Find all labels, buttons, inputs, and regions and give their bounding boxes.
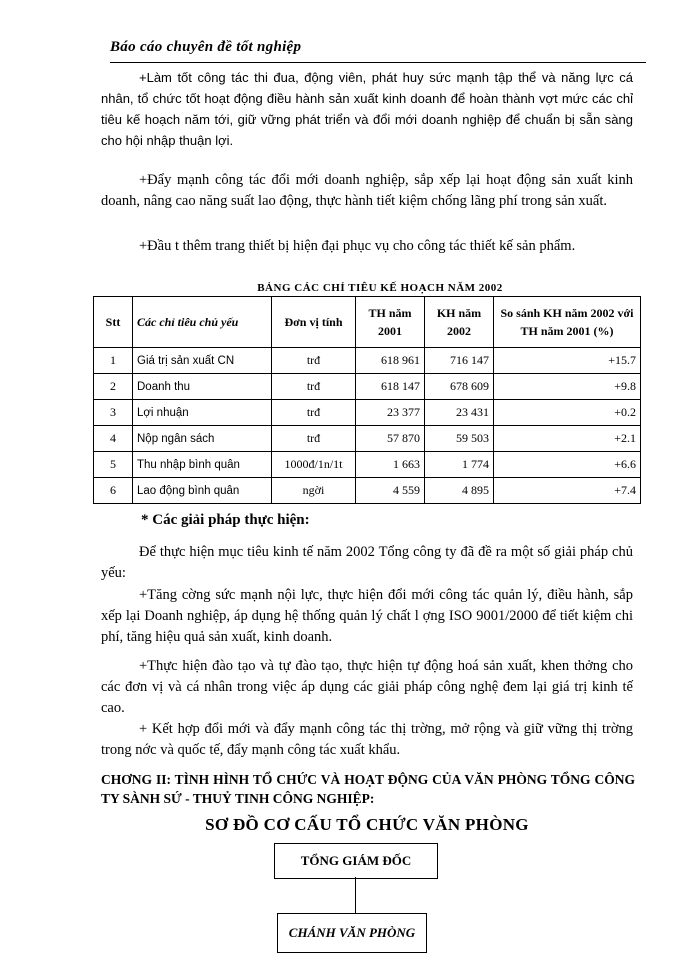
cell-indicator: Doanh thu xyxy=(133,374,272,400)
paragraph-competition: +Làm tốt công tác thi đua, động viên, phát huy sức mạnh tập thể và năng lực cá nhân, tổ chức tốt hoạt động điều hành sản xuất kinh doanh để hoàn thành vợt mức các chỉ tiêu kế hoạch năm tới, giữ vững phát triển và đổi mới doanh nghiệp để chuẩn bị sẵn sàng cho hội nhập thuận lợi. xyxy=(101,70,633,148)
cell-stt: 6 xyxy=(94,478,133,504)
cell-unit: trđ xyxy=(272,374,356,400)
cell-kh-2002: 716 147 xyxy=(425,348,494,374)
cell-comparison: +2.1 xyxy=(494,426,641,452)
cell-unit: 1000đ/1n/1t xyxy=(272,452,356,478)
plan-targets-table xyxy=(93,296,641,504)
org-connector-line xyxy=(355,877,356,913)
org-box-office-chief: CHÁNH VĂN PHÒNG xyxy=(277,913,427,953)
cell-unit: trđ xyxy=(272,348,356,374)
table-title: BẢNG CÁC CHỈ TIÊU KẾ HOẠCH NĂM 2002 xyxy=(257,282,503,294)
cell-kh-2002: 23 431 xyxy=(425,400,494,426)
table-row xyxy=(94,452,641,478)
cell-stt: 1 xyxy=(94,348,133,374)
cell-indicator: Giá trị sản xuất CN xyxy=(133,348,272,374)
cell-kh-2002: 59 503 xyxy=(425,426,494,452)
cell-stt: 4 xyxy=(94,426,133,452)
cell-th-2001: 618 147 xyxy=(356,374,425,400)
cell-stt: 5 xyxy=(94,452,133,478)
table-row xyxy=(94,426,641,452)
table-row xyxy=(94,478,641,504)
paragraph-internal-strength: +Tăng cờng sức mạnh nội lực, thực hiện đổi mới công tác quản lý, điều hành, sắp xếp lại Doanh nghiệp, áp dụng hệ thống quản lý chất l ợng ISO 9001/2000 để tiết kiệm chi phí, tăng hiệu quả sản xuất, kinh doanh. xyxy=(101,587,633,645)
table-row xyxy=(94,400,641,426)
paragraph-market: + Kết hợp đổi mới và đẩy mạnh công tác thị trờng, mở rộng và giữ vững thị trờng trong nớc và quốc tế, đẩy mạnh công tác xuất khẩu. xyxy=(101,721,633,758)
cell-th-2001: 1 663 xyxy=(356,452,425,478)
cell-indicator: Thu nhập bình quân xyxy=(133,452,272,478)
chapter-heading: CHƠNG II: TÌNH HÌNH TỔ CHỨC VÀ HOẠT ĐỘNG CỦA VĂN PHÒNG TỔNG CÔNG TY SÀNH SỨ - THUỶ TINH CÔNG NGHIỆP: xyxy=(101,772,635,806)
cell-comparison: +7.4 xyxy=(494,478,641,504)
cell-indicator: Lao động bình quân xyxy=(133,478,272,504)
cell-kh-2002: 678 609 xyxy=(425,374,494,400)
cell-indicator: Lợi nhuận xyxy=(133,400,272,426)
paragraph-training: +Thực hiện đào tạo và tự đào tạo, thực hiện tự động hoá sản xuất, khen thởng cho các đơn vị và cá nhân trong việc áp dụng các giải pháp công nghệ đem lại giá trị kinh tế cao. xyxy=(101,658,633,716)
header-title: Báo cáo chuyên đề tốt nghiệp xyxy=(110,39,302,55)
header-unit: Đơn vị tính xyxy=(272,297,356,348)
header-comparison: So sánh KH năm 2002 với TH năm 2001 (%) xyxy=(494,297,641,348)
cell-comparison: +9.8 xyxy=(494,374,641,400)
cell-kh-2002: 1 774 xyxy=(425,452,494,478)
solutions-subheading: * Các giải pháp thực hiện: xyxy=(141,512,310,528)
page-header xyxy=(110,38,646,56)
header-stt: Stt xyxy=(94,297,133,348)
header-divider xyxy=(110,62,646,63)
cell-indicator: Nộp ngân sách xyxy=(133,426,272,452)
table-row xyxy=(94,374,641,400)
table-row xyxy=(94,348,641,374)
cell-comparison: +0.2 xyxy=(494,400,641,426)
paragraph-equipment-investment: +Đầu t thêm trang thiết bị hiện đại phục vụ cho công tác thiết kế sản phẩm. xyxy=(139,238,576,254)
header-indicator: Các chỉ tiêu chủ yếu xyxy=(133,297,272,348)
cell-th-2001: 23 377 xyxy=(356,400,425,426)
paragraph-solutions-intro: Để thực hiện mục tiêu kinh tế năm 2002 Tổng công ty đã đề ra một số giải pháp chủ yếu: xyxy=(101,544,633,581)
cell-th-2001: 57 870 xyxy=(356,426,425,452)
cell-stt: 2 xyxy=(94,374,133,400)
org-box-general-director: TỔNG GIÁM ĐỐC xyxy=(274,843,438,879)
header-kh-2002: KH năm 2002 xyxy=(425,297,494,348)
cell-unit: trđ xyxy=(272,426,356,452)
cell-comparison: +6.6 xyxy=(494,452,641,478)
paragraph-enterprise-reform: +Đẩy mạnh công tác đổi mới doanh nghiệp, sắp xếp lại hoạt động sản xuất kinh doanh, nâng cao năng suất lao động, thực hành tiết kiệm chống lãng phí trong sản xuất. xyxy=(101,172,633,209)
cell-unit: trđ xyxy=(272,400,356,426)
cell-stt: 3 xyxy=(94,400,133,426)
cell-unit: ngời xyxy=(272,478,356,504)
org-chart-title: SƠ ĐỒ CƠ CẤU TỔ CHỨC VĂN PHÒNG xyxy=(205,815,529,834)
table-header-row xyxy=(94,297,641,348)
header-th-2001: TH năm 2001 xyxy=(356,297,425,348)
cell-comparison: +15.7 xyxy=(494,348,641,374)
cell-th-2001: 4 559 xyxy=(356,478,425,504)
cell-th-2001: 618 961 xyxy=(356,348,425,374)
cell-kh-2002: 4 895 xyxy=(425,478,494,504)
